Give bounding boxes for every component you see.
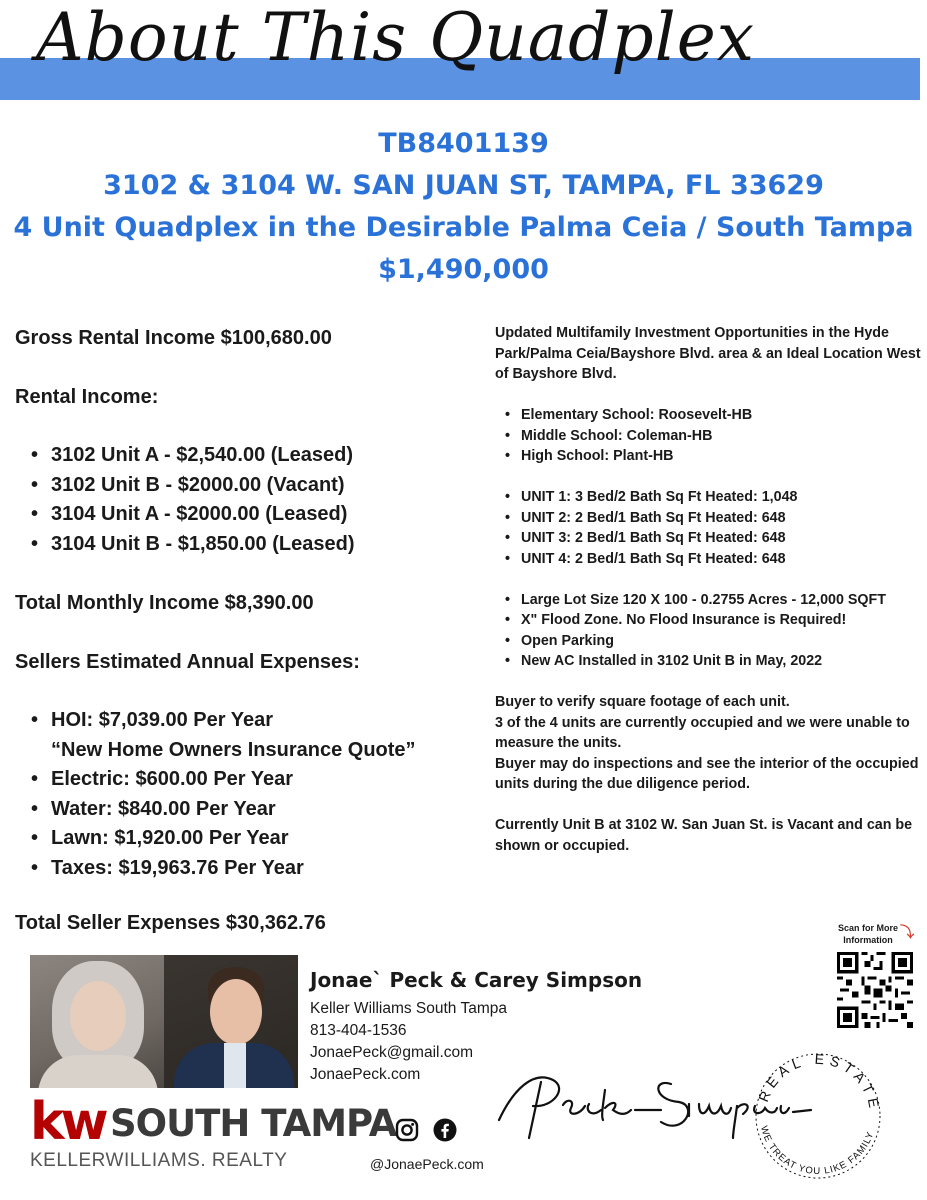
- listing-price: $1,490,000: [378, 254, 549, 285]
- list-item: • Elementary School: Roosevelt-HB: [495, 405, 921, 426]
- list-item: • HOI: $7,039.00 Per Year: [15, 706, 475, 736]
- social-icons: [395, 1118, 457, 1142]
- agent-names: Jonae` Peck & Carey Simpson: [310, 968, 643, 992]
- total-seller-expenses: Total Seller Expenses $30,362.76: [15, 912, 326, 934]
- phone-number[interactable]: 813-404-1536: [310, 1022, 407, 1039]
- details-column: [495, 323, 921, 856]
- list-item: • Large Lot Size 120 X 100 - 0.2755 Acres - 12,000 SQFT: [495, 590, 921, 611]
- facebook-icon[interactable]: [433, 1118, 457, 1142]
- svg-text:WE TREAT YOU LIKE FAMILY: [758, 1125, 877, 1177]
- feature-list: [495, 590, 921, 672]
- unit-rent-list: [15, 441, 475, 559]
- agent-photo-left: [30, 955, 164, 1088]
- rental-income-heading: Rental Income:: [15, 386, 159, 408]
- arrow-down-icon: ⤵: [900, 924, 914, 940]
- agent-photo-right: [164, 955, 298, 1088]
- instagram-icon[interactable]: [395, 1118, 419, 1142]
- agent-photo: [30, 955, 298, 1088]
- expenses-heading: Sellers Estimated Annual Expenses:: [15, 651, 360, 673]
- social-handle[interactable]: @JonaePeck.com: [370, 1156, 484, 1172]
- list-item: • UNIT 3: 2 Bed/1 Bath Sq Ft Heated: 648: [495, 528, 921, 549]
- gross-rental-income: Gross Rental Income $100,680.00: [15, 327, 332, 349]
- list-item: • 3104 Unit A - $2000.00 (Leased): [15, 500, 475, 530]
- script-title: About This Quadplex: [36, 0, 755, 76]
- list-item: • Taxes: $19,963.76 Per Year: [15, 854, 475, 884]
- intro-paragraph: Updated Multifamily Investment Opportunities in the Hyde Park/Palma Ceia/Bayshore Blvd. area & an Ideal Location West of Bayshore Blvd.: [495, 325, 921, 382]
- list-item: • 3102 Unit B - $2000.00 (Vacant): [15, 471, 475, 501]
- qr-code[interactable]: [837, 952, 913, 1028]
- kw-office-name: SOUTH TAMPA: [110, 1102, 397, 1145]
- list-item: • Middle School: Coleman-HB: [495, 426, 921, 447]
- seal-bottom-text: WE TREAT YOU LIKE FAMILY: [757, 1124, 877, 1178]
- list-item: • Open Parking: [495, 631, 921, 652]
- vacancy-note: Currently Unit B at 3102 W. San Juan St. is Vacant and can be shown or occupied.: [495, 817, 913, 854]
- list-item: • UNIT 1: 3 Bed/2 Bath Sq Ft Heated: 1,048: [495, 487, 921, 508]
- keller-williams-logo: [30, 1092, 397, 1174]
- list-item: • 3104 Unit B - $1,850.00 (Leased): [15, 530, 475, 560]
- svg-text:REAL ESTATE: [755, 1051, 883, 1114]
- list-item: • High School: Plant-HB: [495, 446, 921, 467]
- list-item-note: “New Home Owners Insurance Quote”: [51, 738, 416, 761]
- total-monthly-income: Total Monthly Income $8,390.00: [15, 592, 314, 614]
- property-address: 3102 & 3104 W. SAN JUAN ST, TAMPA, FL 33629: [103, 170, 824, 201]
- seal-top-text: REAL ESTATE: [755, 1050, 884, 1114]
- school-list: [495, 405, 921, 467]
- list-item: • UNIT 4: 2 Bed/1 Bath Sq Ft Heated: 648: [495, 549, 921, 570]
- list-item: • X" Flood Zone. No Flood Insurance is Required!: [495, 610, 921, 631]
- expense-list: [15, 706, 475, 883]
- list-item: • Electric: $600.00 Per Year: [15, 765, 475, 795]
- kw-mark: kw: [30, 1092, 105, 1152]
- list-item: • New AC Installed in 3102 Unit B in May, 2022: [495, 651, 921, 672]
- kw-realty-label: KELLERWILLIAMS. REALTY: [30, 1150, 288, 1171]
- income-expense-column: [15, 323, 475, 883]
- website-link[interactable]: JonaePeck.com: [310, 1066, 421, 1083]
- brokerage-name: Keller Williams South Tampa: [310, 1000, 507, 1017]
- list-item: • Lawn: $1,920.00 Per Year: [15, 824, 475, 854]
- unit-spec-list: [495, 487, 921, 569]
- list-item: • Water: $840.00 Per Year: [15, 795, 475, 825]
- scan-label: Scan for More Information ⤵: [837, 923, 914, 945]
- mls-number: TB8401139: [378, 128, 549, 159]
- property-description: 4 Unit Quadplex in the Desirable Palma Ceia / South Tampa: [13, 212, 914, 243]
- buyer-note-3: Buyer may do inspections and see the interior of the occupied units during the due diligence period.: [495, 755, 919, 792]
- list-item: • UNIT 2: 2 Bed/1 Bath Sq Ft Heated: 648: [495, 508, 921, 529]
- buyer-note-2: 3 of the 4 units are currently occupied and we were unable to measure the units.: [495, 714, 910, 751]
- list-item: • 3102 Unit A - $2,540.00 (Leased): [15, 441, 475, 471]
- real-estate-seal: [748, 1046, 888, 1186]
- buyer-note-1: Buyer to verify square footage of each unit.: [495, 694, 790, 710]
- email-address[interactable]: JonaePeck@gmail.com: [310, 1044, 474, 1061]
